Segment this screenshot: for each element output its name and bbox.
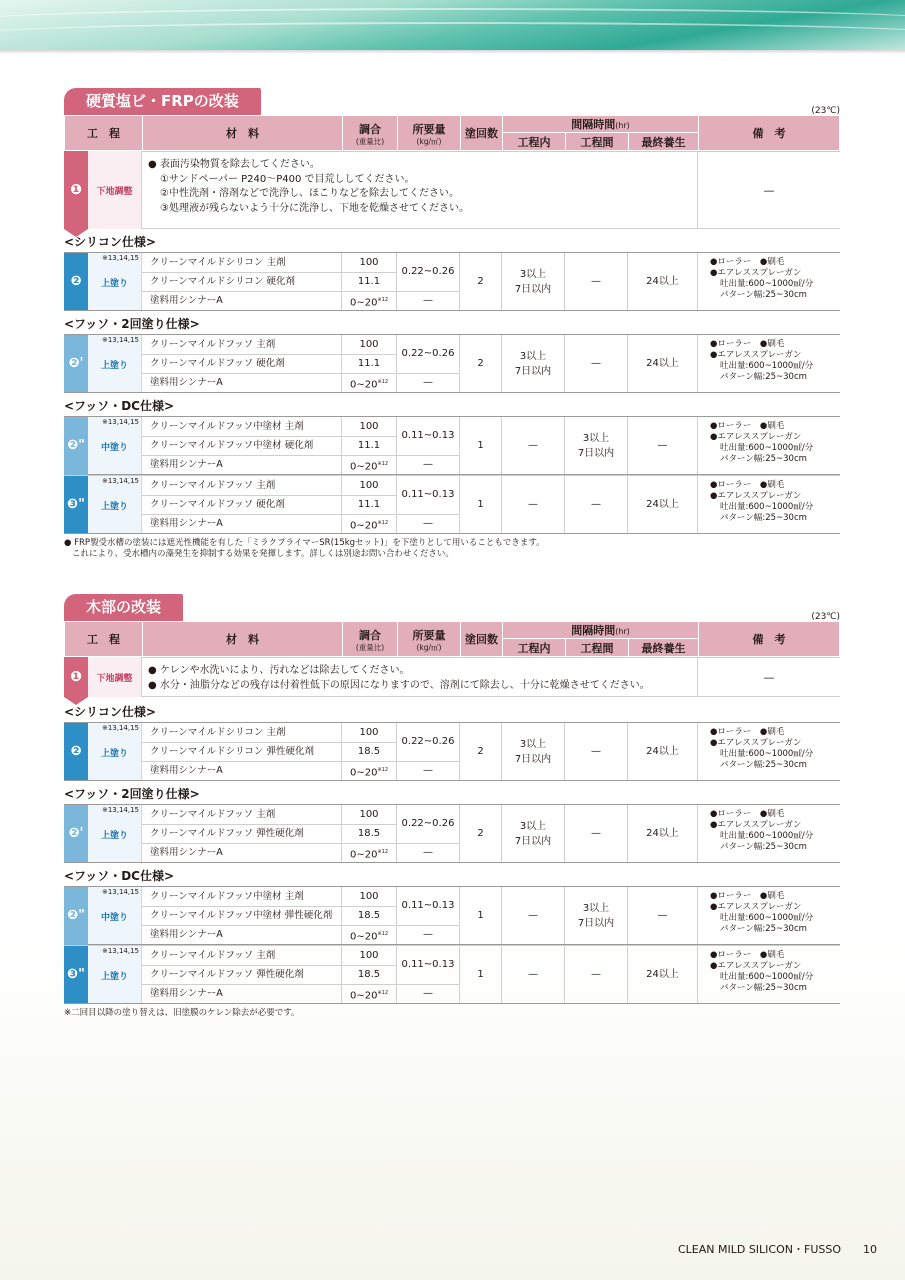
footer-brand: CLEAN MILD SILICON・FUSSO: [677, 1243, 841, 1256]
material-name: クリーンマイルドフッソ 弾性硬化剤: [142, 965, 342, 984]
remark-line: ●エアレススプレーガン: [710, 902, 802, 912]
step-cell: [88, 417, 142, 474]
mix-ratio-value: 0~20: [349, 461, 378, 473]
final-curing: 24以上: [628, 253, 698, 310]
mix-ratio-value: 100: [359, 339, 379, 350]
material-name: 塗料用シンナーA: [142, 761, 342, 780]
interval-between: —: [565, 723, 628, 780]
remark-line: 吐出量:600~1000㎖/分: [720, 972, 814, 982]
header-interval-label: 間隔時間: [571, 624, 616, 637]
row-divider: [142, 742, 397, 743]
coat-block: [64, 886, 840, 945]
remark-line: ●ローラー ●刷毛: [710, 339, 785, 349]
prep-line: ③処理液が残らないよう十分に洗浄し、下地を乾燥させてください。: [160, 202, 469, 214]
step-number: ❸": [64, 476, 88, 533]
mix-ratio-value: 11.1: [357, 276, 381, 287]
mix-ratio-value: 100: [359, 809, 379, 820]
spec-title: <シリコン仕様>: [64, 235, 156, 249]
material-name: クリーンマイルドフッソ 主剤: [142, 335, 342, 354]
spec-note: ※13,14,15: [101, 724, 139, 732]
header-interval: [503, 116, 699, 133]
coat-count: 1: [460, 417, 502, 474]
mix-ratio: [342, 354, 397, 373]
row-divider: [142, 514, 460, 515]
table-header: [64, 115, 840, 151]
row-divider: [142, 291, 460, 292]
step-number: ❷: [64, 253, 88, 310]
band-shadow: [0, 50, 905, 54]
interval-within: 3以上 7日以内: [502, 723, 565, 780]
mix-ratio-value: 0~20: [349, 520, 378, 532]
remark-line: 吐出量:600~1000㎖/分: [720, 749, 814, 759]
application-remarks: [698, 891, 840, 935]
material-name: クリーンマイルドフッソ 主剤: [142, 946, 342, 965]
header-between: 工程間: [566, 133, 629, 151]
step-number: ❷': [64, 805, 88, 862]
row-divider: [142, 436, 397, 437]
application-remarks: [698, 727, 840, 771]
material-name: クリーンマイルドフッソ 硬化剤: [142, 354, 342, 373]
ratio-footnote-mark: ※12: [377, 931, 389, 937]
mix-ratio-value: 0~20: [349, 990, 378, 1002]
remark-line: パターン幅:25~30cm: [720, 513, 807, 523]
header-decoration-band: [0, 0, 905, 50]
header-final: 最終養生: [629, 133, 699, 151]
spec-title: <フッソ・2回塗り仕様>: [64, 317, 200, 331]
header-required-sub: (kg/㎡): [416, 642, 442, 652]
step-cell: [88, 946, 142, 1003]
material-name: 塗料用シンナーA: [142, 925, 342, 944]
page-number: 10: [863, 1243, 877, 1256]
mix-ratio: [342, 291, 397, 310]
final-curing: 24以上: [628, 723, 698, 780]
step-number: ❶: [64, 657, 88, 697]
row-divider: [142, 843, 460, 844]
header-required-sub: (kg/㎡): [416, 136, 442, 146]
step-label: 中塗り: [100, 443, 128, 453]
section-footnote: [64, 538, 840, 560]
spec-title: <フッソ・2回塗り仕様>: [64, 787, 200, 801]
header-required: [398, 622, 461, 657]
interval-within: —: [502, 946, 565, 1003]
application-remarks: [698, 480, 840, 524]
row-divider: [142, 906, 397, 907]
header-interval: [503, 622, 699, 639]
mix-ratio: [342, 965, 397, 984]
mix-ratio-value: 0~20: [349, 767, 378, 779]
remark-line: ●ローラー ●刷毛: [710, 727, 785, 737]
mix-ratio-value: 18.5: [357, 969, 381, 980]
mix-ratio-value: 0~20: [349, 849, 378, 861]
header-ratio: [343, 116, 398, 151]
spec-note: ※13,14,15: [101, 418, 139, 426]
mix-ratio-value: 0~20: [349, 931, 378, 943]
row-divider: [142, 354, 397, 355]
coat-count: 1: [460, 887, 502, 944]
interval-within: 3以上 7日以内: [502, 805, 565, 862]
step-number: ❷": [64, 887, 88, 944]
mix-ratio: [342, 723, 397, 742]
header-within: 工程内: [503, 133, 566, 151]
mix-ratio: [342, 805, 397, 824]
prep-remarks: —: [698, 151, 840, 229]
spec-note: ※13,14,15: [101, 254, 139, 262]
remark-line: パターン幅:25~30cm: [720, 924, 807, 934]
final-curing: 24以上: [628, 946, 698, 1003]
mix-ratio-value: 18.5: [357, 746, 381, 757]
header-ratio-sub: (重量比): [355, 136, 385, 146]
step-label: 上塗り: [100, 502, 128, 512]
material-name: クリーンマイルドフッソ 主剤: [142, 476, 342, 495]
coat-block: [64, 804, 840, 863]
mix-ratio-value: 11.1: [357, 499, 381, 510]
row-divider: [142, 965, 397, 966]
coat-count: 2: [460, 253, 502, 310]
mix-ratio: [342, 253, 397, 272]
coat-block: [64, 416, 840, 475]
material-name: 塗料用シンナーA: [142, 373, 342, 392]
prep-row: [64, 657, 840, 697]
material-name: クリーンマイルドフッソ中塗材 主剤: [142, 887, 342, 906]
mix-ratio-value: 18.5: [357, 828, 381, 839]
material-name: クリーンマイルドシリコン 弾性硬化剤: [142, 742, 342, 761]
header-coats: 塗回数: [461, 622, 503, 657]
step-label: 下地調整: [88, 151, 142, 229]
step-label: 上塗り: [100, 279, 128, 289]
header-ratio-label: 調合: [359, 628, 381, 642]
header-remarks: 備 考: [699, 116, 840, 151]
required-amount-thinner: —: [397, 984, 460, 1003]
header-interval-unit: (hr): [615, 121, 630, 130]
final-curing: 24以上: [628, 805, 698, 862]
mix-ratio-value: 0~20: [349, 297, 378, 309]
coat-count: 1: [460, 476, 502, 533]
row-divider: [142, 495, 397, 496]
required-amount-thinner: —: [397, 455, 460, 474]
interval-within: 3以上 7日以内: [502, 253, 565, 310]
remark-line: パターン幅:25~30cm: [720, 290, 807, 300]
spec-note: ※13,14,15: [101, 947, 139, 955]
remark-line: ●エアレススプレーガン: [710, 961, 802, 971]
mix-ratio-value: 100: [359, 257, 379, 268]
required-amount: 0.22~0.26: [397, 253, 460, 291]
prep-line: ②中性洗剤・溶剤などで洗浄し、ほこりなどを除去してください。: [160, 188, 459, 199]
section-title: 木部の改装: [64, 594, 183, 621]
mix-ratio: [342, 984, 397, 1003]
prep-line: ①サンドペーパー P240～P400 で目荒ししてください。: [160, 173, 415, 185]
temperature-note: (23℃): [811, 612, 840, 622]
required-amount-thinner: —: [397, 761, 460, 780]
remark-line: ●エアレススプレーガン: [710, 820, 802, 830]
interval-within: —: [502, 417, 565, 474]
coat-count: 1: [460, 946, 502, 1003]
required-amount-thinner: —: [397, 514, 460, 533]
mix-ratio-value: 100: [359, 421, 379, 432]
step-number: ❶: [64, 151, 88, 229]
spec-note: ※13,14,15: [101, 477, 139, 485]
mix-ratio: [342, 843, 397, 862]
spec-title: <フッソ・DC仕様>: [64, 869, 175, 883]
header-ratio-sub: (重量比): [355, 642, 385, 652]
interval-between: —: [565, 946, 628, 1003]
header-required: [398, 116, 461, 151]
ratio-footnote-mark: ※12: [377, 379, 389, 385]
step-number: ❸": [64, 946, 88, 1003]
mix-ratio: [342, 417, 397, 436]
mix-ratio: [342, 824, 397, 843]
required-amount: 0.11~0.13: [397, 887, 460, 925]
remark-line: 吐出量:600~1000㎖/分: [720, 279, 814, 289]
mix-ratio: [342, 476, 397, 495]
mix-ratio: [342, 495, 397, 514]
mix-ratio: [342, 761, 397, 780]
section-title: 硬質塩ビ・FRPの改装: [64, 88, 261, 115]
prep-line: ● 表面汚染物質を除去してください。: [148, 159, 320, 170]
row-divider: [142, 373, 460, 374]
remark-line: ●ローラー ●刷毛: [710, 950, 785, 960]
footnote-line: これにより、受水槽内の藻発生を抑制する効果を発揮します。詳しくは別途お問い合わせください。: [72, 549, 454, 559]
step-label: 上塗り: [100, 831, 128, 841]
prep-description: [142, 657, 698, 697]
row-divider: [142, 984, 460, 985]
prep-description: [142, 151, 698, 229]
step-cell: [88, 887, 142, 944]
step-cell: [88, 253, 142, 310]
coat-block: [64, 475, 840, 534]
mix-ratio: [342, 925, 397, 944]
remark-line: 吐出量:600~1000㎖/分: [720, 443, 814, 453]
page-footer: [678, 1241, 877, 1257]
mix-ratio-value: 100: [359, 950, 379, 961]
prep-line: ● 水分・油脂分などの残存は付着性低下の原因になりますので、溶剤にて除去し、十分に乾燥させてください。: [148, 679, 650, 691]
table-header: [64, 621, 840, 657]
row-divider: [142, 761, 460, 762]
required-amount: 0.22~0.26: [397, 723, 460, 761]
band-wave: [0, 22, 905, 48]
remark-line: パターン幅:25~30cm: [720, 372, 807, 382]
coat-count: 2: [460, 805, 502, 862]
remark-line: ●エアレススプレーガン: [710, 738, 802, 748]
prep-row: [64, 151, 840, 229]
material-name: 塗料用シンナーA: [142, 514, 342, 533]
row-divider: [142, 824, 397, 825]
header-process: 工 程: [65, 622, 143, 657]
material-name: クリーンマイルドフッソ中塗材 硬化剤: [142, 436, 342, 455]
interval-between: —: [565, 335, 628, 392]
temperature-note: (23℃): [811, 106, 840, 116]
material-name: 塗料用シンナーA: [142, 455, 342, 474]
mix-ratio: [342, 742, 397, 761]
material-name: クリーンマイルドシリコン 主剤: [142, 723, 342, 742]
final-curing: 24以上: [628, 335, 698, 392]
mix-ratio-value: 100: [359, 727, 379, 738]
mix-ratio-value: 0~20: [349, 379, 378, 391]
interval-between: —: [565, 253, 628, 310]
ratio-footnote-mark: ※12: [377, 461, 389, 467]
application-remarks: [698, 257, 840, 301]
spec-note: ※13,14,15: [101, 888, 139, 896]
step-number: ❷': [64, 335, 88, 392]
row-divider: [142, 272, 397, 273]
remark-line: ●ローラー ●刷毛: [710, 421, 785, 431]
mix-ratio-value: 11.1: [357, 440, 381, 451]
footnote-line: ● FRP製受水槽の塗装には遮光性機能を有した「ミラクプライマーSR(15kgセット)」を下塗りとして用いることもできます。: [64, 538, 545, 548]
remark-line: ●ローラー ●刷毛: [710, 891, 785, 901]
remark-line: ●エアレススプレーガン: [710, 268, 802, 278]
required-amount: 0.11~0.13: [397, 476, 460, 514]
coat-block: [64, 945, 840, 1004]
mix-ratio-value: 100: [359, 891, 379, 902]
step-number: ❷: [64, 723, 88, 780]
step-cell: [88, 476, 142, 533]
header-ratio-label: 調合: [359, 122, 381, 136]
interval-between: 3以上 7日以内: [565, 887, 628, 944]
interval-between: —: [565, 805, 628, 862]
header-material: 材 料: [143, 622, 343, 657]
material-name: クリーンマイルドシリコン 主剤: [142, 253, 342, 272]
required-amount: 0.11~0.13: [397, 946, 460, 984]
coat-count: 2: [460, 723, 502, 780]
interval-within: 3以上 7日以内: [502, 335, 565, 392]
section-footnote: [64, 1008, 840, 1019]
required-amount: 0.22~0.26: [397, 805, 460, 843]
header-remarks: 備 考: [699, 622, 840, 657]
mix-ratio: [342, 335, 397, 354]
remark-line: 吐出量:600~1000㎖/分: [720, 831, 814, 841]
mix-ratio: [342, 272, 397, 291]
header-required-label: 所要量: [412, 628, 446, 642]
header-material: 材 料: [143, 116, 343, 151]
required-amount-thinner: —: [397, 843, 460, 862]
header-required-label: 所要量: [412, 122, 446, 136]
required-amount-thinner: —: [397, 373, 460, 392]
section-wood: [64, 594, 840, 1019]
ratio-footnote-mark: ※12: [377, 767, 389, 773]
mix-ratio: [342, 455, 397, 474]
remark-line: パターン幅:25~30cm: [720, 983, 807, 993]
coat-count: 2: [460, 335, 502, 392]
required-amount-thinner: —: [397, 291, 460, 310]
remark-line: パターン幅:25~30cm: [720, 760, 807, 770]
ratio-footnote-mark: ※12: [377, 297, 389, 303]
required-amount: 0.22~0.26: [397, 335, 460, 373]
interval-within: —: [502, 476, 565, 533]
mix-ratio-value: 11.1: [357, 358, 381, 369]
application-remarks: [698, 809, 840, 853]
spec-note: ※13,14,15: [101, 336, 139, 344]
header-within: 工程内: [503, 639, 566, 657]
ratio-footnote-mark: ※12: [377, 849, 389, 855]
header-interval-unit: (hr): [615, 627, 630, 636]
step-label: 上塗り: [100, 361, 128, 371]
remark-line: ●エアレススプレーガン: [710, 432, 802, 442]
prep-line: ● ケレンや水洗いにより、汚れなどは除去してください。: [148, 665, 410, 676]
remark-line: ●ローラー ●刷毛: [710, 809, 785, 819]
material-name: クリーンマイルドフッソ中塗材 主剤: [142, 417, 342, 436]
spec-note: ※13,14,15: [101, 806, 139, 814]
material-name: 塗料用シンナーA: [142, 291, 342, 310]
row-divider: [142, 455, 460, 456]
mix-ratio: [342, 906, 397, 925]
final-curing: —: [628, 887, 698, 944]
remark-line: ●ローラー ●刷毛: [710, 480, 785, 490]
application-remarks: [698, 950, 840, 994]
row-divider: [142, 925, 460, 926]
header-interval-label: 間隔時間: [571, 118, 616, 131]
material-name: 塗料用シンナーA: [142, 984, 342, 1003]
interval-between: 3以上 7日以内: [565, 417, 628, 474]
coat-block: [64, 252, 840, 311]
remark-line: ●エアレススプレーガン: [710, 350, 802, 360]
step-cell: [88, 723, 142, 780]
step-label: 中塗り: [100, 913, 128, 923]
material-name: クリーンマイルドフッソ 硬化剤: [142, 495, 342, 514]
application-remarks: [698, 339, 840, 383]
application-remarks: [698, 421, 840, 465]
remark-line: ●ローラー ●刷毛: [710, 257, 785, 267]
interval-between: —: [565, 476, 628, 533]
step-cell: [88, 805, 142, 862]
footnote-line: ※二回目以降の塗り替えは、旧塗膜のケレン除去が必要です。: [64, 1008, 300, 1018]
mix-ratio: [342, 514, 397, 533]
interval-within: —: [502, 887, 565, 944]
material-name: クリーンマイルドフッソ中塗材 弾性硬化剤: [142, 906, 342, 925]
final-curing: 24以上: [628, 476, 698, 533]
material-name: クリーンマイルドフッソ 主剤: [142, 805, 342, 824]
ratio-footnote-mark: ※12: [377, 520, 389, 526]
section-pvc-frp: [64, 88, 840, 560]
coat-block: [64, 722, 840, 781]
remark-line: パターン幅:25~30cm: [720, 454, 807, 464]
header-final: 最終養生: [629, 639, 699, 657]
material-name: クリーンマイルドフッソ 弾性硬化剤: [142, 824, 342, 843]
step-cell: [88, 335, 142, 392]
material-name: 塗料用シンナーA: [142, 843, 342, 862]
step-label: 上塗り: [100, 749, 128, 759]
mix-ratio-value: 18.5: [357, 910, 381, 921]
step-number: ❷": [64, 417, 88, 474]
mix-ratio: [342, 946, 397, 965]
remark-line: ●エアレススプレーガン: [710, 491, 802, 501]
required-amount: 0.11~0.13: [397, 417, 460, 455]
mix-ratio-value: 100: [359, 480, 379, 491]
remark-line: 吐出量:600~1000㎖/分: [720, 913, 814, 923]
ratio-footnote-mark: ※12: [377, 990, 389, 996]
header-between: 工程間: [566, 639, 629, 657]
mix-ratio: [342, 373, 397, 392]
spec-title: <シリコン仕様>: [64, 705, 156, 719]
step-label: 上塗り: [100, 972, 128, 982]
step-label: 下地調整: [88, 657, 142, 697]
remark-line: 吐出量:600~1000㎖/分: [720, 361, 814, 371]
spec-title: <フッソ・DC仕様>: [64, 399, 175, 413]
header-ratio: [343, 622, 398, 657]
final-curing: —: [628, 417, 698, 474]
required-amount-thinner: —: [397, 925, 460, 944]
mix-ratio: [342, 887, 397, 906]
coat-block: [64, 334, 840, 393]
remark-line: 吐出量:600~1000㎖/分: [720, 502, 814, 512]
mix-ratio: [342, 436, 397, 455]
remark-line: パターン幅:25~30cm: [720, 842, 807, 852]
header-coats: 塗回数: [461, 116, 503, 151]
prep-remarks: —: [698, 657, 840, 697]
material-name: クリーンマイルドシリコン 硬化剤: [142, 272, 342, 291]
header-process: 工 程: [65, 116, 143, 151]
